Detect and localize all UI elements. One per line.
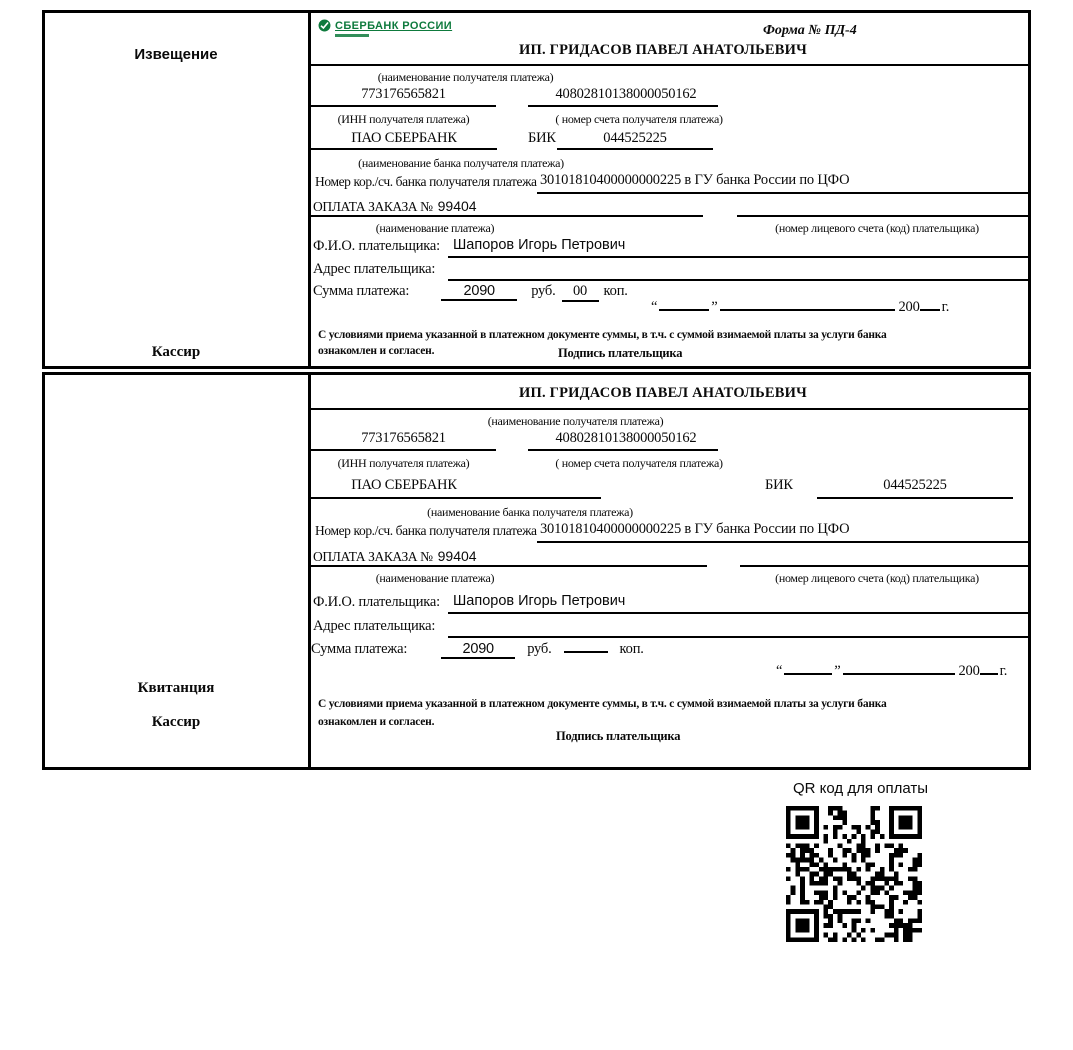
account-caption: ( номер счета получателя платежа) [555,456,723,470]
account-caption: ( номер счета получателя платежа) [555,112,723,126]
field-line [537,541,1028,543]
field-line [528,105,718,107]
date-day-line [659,297,709,311]
date-month-line [720,297,895,311]
field-line [311,105,496,107]
bank-name-value: ПАО СБЕРБАНК [351,477,457,493]
corr-account-label: Номер кор./сч. банка получателя платежа [315,523,537,538]
field-line [817,497,1013,499]
amount-label: Сумма платежа: [311,641,408,657]
field-line [537,192,1028,194]
purpose-caption: (наименование платежа) [375,571,495,585]
personal-account-caption: (номер лицевого счета (код) плательщика) [775,571,979,585]
agreement-text-line1: С условиями приема указанной в платежном документе суммы, в т.ч. с суммой взимаемой платы за услуги банка [318,329,887,341]
account-value: 40802810138000050162 [555,430,697,446]
open-quote: “ [776,663,783,680]
payer-address-line [448,279,1028,281]
rub-unit-label: руб. [531,283,556,299]
amount-rubles-value: 2090 [441,641,515,659]
payee-name-caption: (наименование получателя платежа) [487,414,664,428]
field-line [528,449,718,451]
payee-name: ИП. ГРИДАСОВ ПАВЕЛ АНАТОЛЬЕВИЧ [519,42,807,58]
receipt-stub-label: Квитанция [137,680,215,696]
inn-caption: (ИНН получателя платежа) [337,456,470,470]
purpose-caption: (наименование платежа) [375,221,495,235]
form-number-label: Форма № ПД-4 [763,23,857,38]
bik-value: 044525225 [883,477,947,493]
agreement-text-line1: С условиями приема указанной в платежном документе суммы, в т.ч. с суммой взимаемой платы за услуги банка [318,698,887,710]
field-line [311,64,1028,66]
amount-row [313,283,628,302]
rub-unit-label: руб. [527,641,552,657]
payee-name: ИП. ГРИДАСОВ ПАВЕЛ АНАТОЛЬЕВИЧ [519,385,807,401]
year-prefix: 200 [898,299,920,316]
corr-account-value: 30101810400000000225 в ГУ банка России по ЦФО [540,172,850,188]
payment-purpose-label: ОПЛАТА ЗАКАЗА № [313,199,433,214]
field-line [311,408,1028,410]
kopecks-value-blank [564,651,608,653]
cashier-label: Кассир [151,344,201,360]
corr-account-label: Номер кор./сч. банка получателя платежа [315,174,537,189]
year-suffix: г. [941,299,950,316]
inn-caption: (ИНН получателя платежа) [337,112,470,126]
payer-address-label: Адрес плательщика: [313,618,436,634]
sberbank-logo-icon [318,19,331,32]
date-line [776,661,1007,680]
payer-address-label: Адрес плательщика: [313,261,436,277]
payer-address-line [448,636,1028,638]
field-line [557,148,713,150]
close-quote: ” [834,663,841,680]
field-line [740,565,1028,567]
logo-tagline-bar [335,34,369,37]
field-line [448,256,1028,258]
year-line [980,661,998,675]
date-day-line [784,661,832,675]
field-line [311,215,703,217]
agreement-text-line2: ознакомлен и согласен. [318,716,435,728]
signature-label: Подпись плательщика [558,346,683,360]
field-line [311,565,707,567]
date-month-line [843,661,955,675]
sberbank-logo-text: СБЕРБАНК РОССИИ [335,19,453,32]
corr-account-value: 30101810400000000225 в ГУ банка России по ЦФО [540,521,850,537]
bank-caption: (наименование банка получателя платежа) [427,505,633,519]
bank-name-value: ПАО СБЕРБАНК [351,130,457,146]
signature-label: Подпись плательщика [556,729,681,743]
payer-name-value: Шапоров Игорь Петрович [453,237,626,253]
order-number-value: 99404 [437,198,477,214]
inn-value: 773176565821 [361,86,446,102]
order-number-value: 99404 [437,548,477,564]
kopecks-value: 00 [562,283,599,302]
agreement-text-line2: ознакомлен и согласен. [318,345,435,357]
field-line [311,148,497,150]
amount-row [311,641,644,659]
bik-value: 044525225 [603,130,667,146]
account-value: 40802810138000050162 [555,86,697,102]
cashier-label: Кассир [151,714,201,730]
payer-name-label: Ф.И.О. плательщика: [313,238,440,254]
field-line [448,612,1028,614]
payment-qr-code [786,806,922,942]
field-line [737,215,1028,217]
year-suffix: г. [999,663,1008,680]
year-line [920,297,940,311]
amount-label: Сумма платежа: [313,283,410,299]
inn-value: 773176565821 [361,430,446,446]
close-quote: ” [711,299,718,316]
open-quote: “ [651,299,658,316]
qr-caption: QR код для оплаты [792,780,928,797]
bik-label: БИК [765,477,793,493]
sberbank-logo [318,19,452,32]
field-line [311,497,601,499]
notice-stub-label: Извещение [134,46,218,63]
field-line [311,449,496,451]
purpose-row [313,198,477,215]
payer-name-value: Шапоров Игорь Петрович [453,593,626,609]
kop-unit-label: коп. [619,641,644,657]
personal-account-caption: (номер лицевого счета (код) плательщика) [775,221,979,235]
payee-name-caption: (наименование получателя платежа) [377,70,554,84]
amount-rubles-value: 2090 [441,283,517,301]
bik-label: БИК [528,130,556,146]
kop-unit-label: коп. [603,283,628,299]
purpose-row [313,548,477,565]
payer-name-label: Ф.И.О. плательщика: [313,594,440,610]
year-prefix: 200 [958,663,980,680]
date-line [651,297,949,316]
bank-caption: (наименование банка получателя платежа) [358,156,564,170]
payment-purpose-label: ОПЛАТА ЗАКАЗА № [313,549,433,564]
